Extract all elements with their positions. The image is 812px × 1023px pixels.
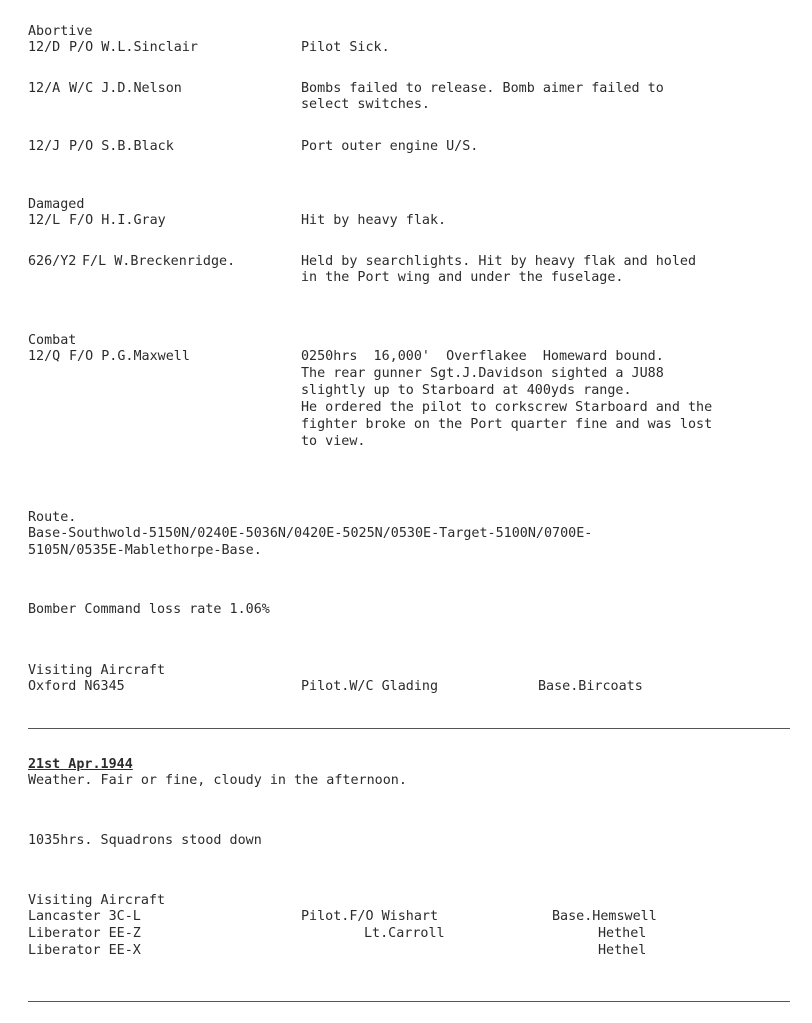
- crew-name: F/L W.Breckenridge.: [82, 254, 236, 269]
- remark-line: 0250hrs 16,000' Overflakee Homeward bound.: [301, 349, 664, 364]
- remark-line: fighter broke on the Port quarter fine and was lost: [301, 417, 713, 432]
- visiting-aircraft: Lancaster 3C-L: [28, 909, 141, 924]
- route-line: 5105N/0535E-Mablethorpe-Base.: [28, 543, 262, 558]
- section-divider: [28, 728, 790, 729]
- visiting-base: Hethel: [598, 943, 647, 958]
- visiting-base: Base.Hemswell: [552, 909, 657, 924]
- loss-rate: Bomber Command loss rate 1.06%: [28, 602, 270, 617]
- aircraft-id: 12/A: [28, 81, 61, 96]
- crew-name: F/O H.I.Gray: [69, 213, 166, 228]
- visiting-pilot: Lt.Carroll: [364, 926, 445, 941]
- remark-line: Hit by heavy flak.: [301, 213, 447, 228]
- remark-line: Port outer engine U/S.: [301, 139, 479, 154]
- combat-heading: Combat: [28, 333, 77, 348]
- visiting-aircraft-heading: Visiting Aircraft: [28, 893, 166, 908]
- status-note: 1035hrs. Squadrons stood down: [28, 833, 262, 848]
- crew-name: P/O W.L.Sinclair: [69, 40, 198, 55]
- visiting-aircraft: Oxford N6345: [28, 679, 125, 694]
- visiting-pilot: Pilot.W/C Glading: [301, 679, 439, 694]
- remark-line: in the Port wing and under the fuselage.: [301, 270, 624, 285]
- aircraft-id: 12/J: [28, 139, 61, 154]
- visiting-base: Hethel: [598, 926, 647, 941]
- route-line: Base-Southwold-5150N/0240E-5036N/0420E-5025N/0530E-Target-5100N/0700E-: [28, 526, 593, 541]
- visiting-aircraft: Liberator EE-Z: [28, 926, 141, 941]
- visiting-aircraft: Liberator EE-X: [28, 943, 141, 958]
- remark-line: slightly up to Starboard at 400yds range.: [301, 383, 632, 398]
- weather-line: Weather. Fair or fine, cloudy in the afternoon.: [28, 773, 407, 788]
- remark-line: to view.: [301, 434, 366, 449]
- date-heading: 21st Apr.1944: [28, 757, 133, 772]
- aircraft-id: 12/D: [28, 40, 61, 55]
- remark-line: Bombs failed to release. Bomb aimer failed to: [301, 81, 664, 96]
- section-divider: [28, 1001, 790, 1002]
- visiting-aircraft-heading: Visiting Aircraft: [28, 663, 166, 678]
- remark-line: Held by searchlights. Hit by heavy flak and holed: [301, 254, 697, 269]
- abortive-heading: Abortive: [28, 24, 93, 39]
- remark-line: Pilot Sick.: [301, 40, 390, 55]
- aircraft-id: 12/L: [28, 213, 61, 228]
- damaged-heading: Damaged: [28, 197, 85, 212]
- crew-name: W/C J.D.Nelson: [69, 81, 182, 96]
- route-heading: Route.: [28, 510, 77, 525]
- crew-name: P/O S.B.Black: [69, 139, 174, 154]
- remark-line: The rear gunner Sgt.J.Davidson sighted a JU88: [301, 366, 664, 381]
- remark-line: select switches.: [301, 97, 430, 112]
- aircraft-id: 12/Q: [28, 349, 61, 364]
- visiting-pilot: Pilot.F/O Wishart: [301, 909, 439, 924]
- aircraft-id: 626/Y2: [28, 254, 77, 269]
- visiting-base: Base.Bircoats: [538, 679, 643, 694]
- remark-line: He ordered the pilot to corkscrew Starboard and the: [301, 400, 713, 415]
- crew-name: F/O P.G.Maxwell: [69, 349, 190, 364]
